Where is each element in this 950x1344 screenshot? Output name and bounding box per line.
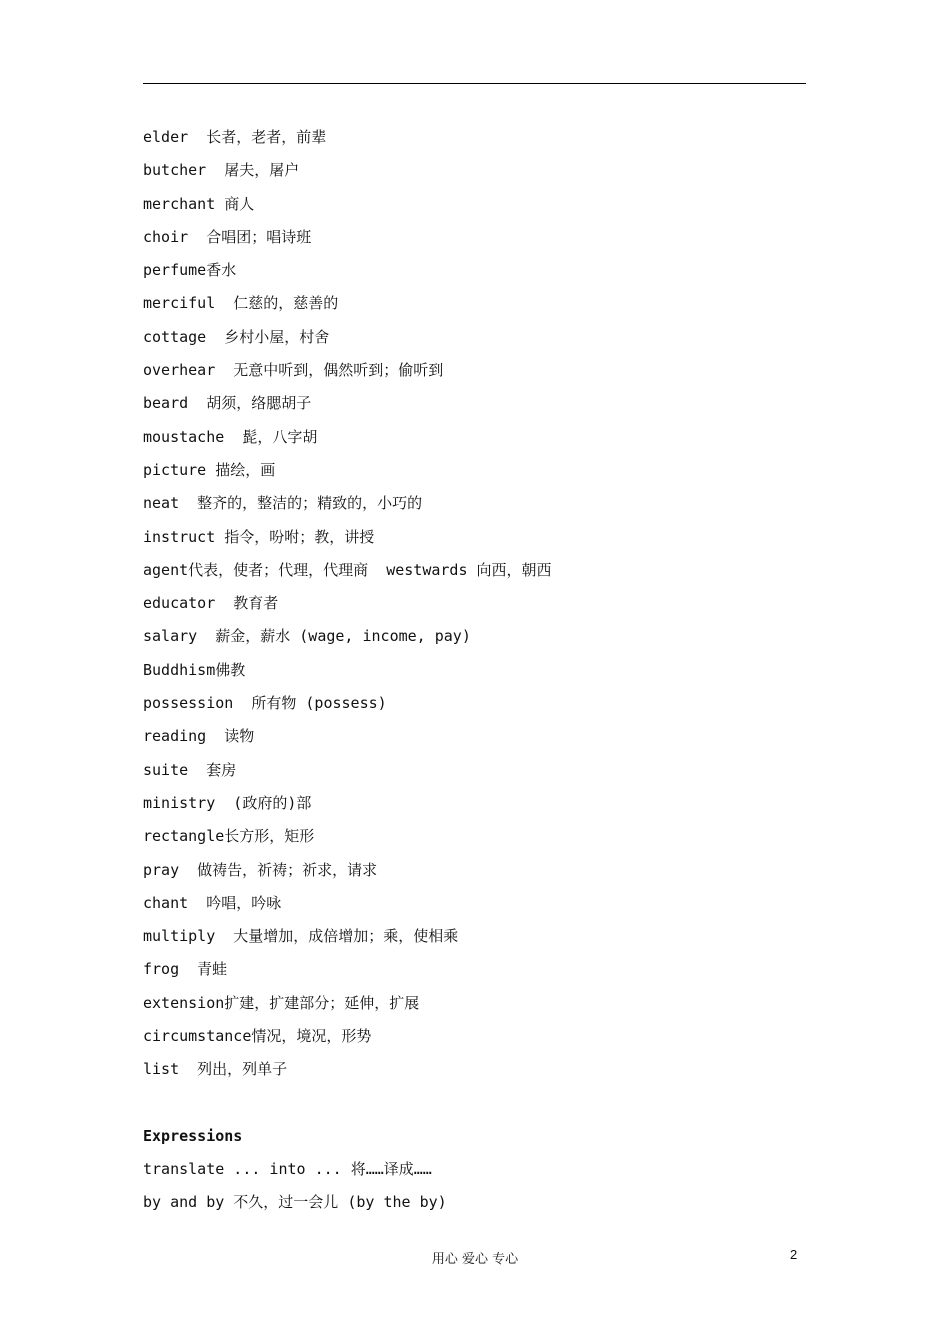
expressions-heading: Expressions	[143, 1127, 243, 1145]
vocabulary-list	[143, 124, 806, 1090]
vocab-entry: pray 做祷告，祈祷；祈求，请求	[143, 860, 378, 879]
vocab-entry: butcher 屠夫，屠户	[143, 161, 300, 180]
vocab-entry: rectangle长方形，矩形	[143, 827, 315, 846]
vocab-entry: cottage 乡村小屋，村舍	[143, 327, 330, 346]
vocab-entry: circumstance情况，境况，形势	[143, 1027, 372, 1046]
vocab-entry: agent代表，使者；代理，代理商 westwards 向西，朝西	[143, 560, 552, 579]
expression-entry: by and by 不久，过一会儿 (by the by)	[143, 1193, 447, 1212]
vocab-entry: extension扩建，扩建部分；延伸，扩展	[143, 993, 420, 1012]
vocab-entry: merciful 仁慈的，慈善的	[143, 294, 339, 313]
expressions-list	[143, 1157, 806, 1224]
vocab-entry: salary 薪金，薪水 (wage, income, pay)	[143, 627, 471, 646]
vocab-entry: educator 教育者	[143, 594, 279, 613]
vocab-entry: frog 青蛙	[143, 960, 228, 979]
footer-slogan: 用心 爱心 专心	[431, 1252, 519, 1267]
vocab-entry: Buddhism佛教	[143, 660, 246, 679]
vocab-entry: possession 所有物 (possess)	[143, 694, 387, 713]
vocab-entry: ministry (政府的)部	[143, 793, 312, 812]
vocab-entry: instruct 指令，吩咐；教，讲授	[143, 527, 375, 546]
expression-entry: translate ... into ... 将……译成……	[143, 1160, 432, 1178]
vocab-entry: moustache 髭，八字胡	[143, 427, 318, 446]
vocab-entry: picture 描绘，画	[143, 460, 276, 479]
vocab-entry: choir 合唱团；唱诗班	[143, 227, 312, 246]
vocab-entry: merchant 商人	[143, 194, 255, 213]
page-number: 2	[790, 1247, 798, 1262]
vocab-entry: elder 长者，老者，前辈	[143, 128, 327, 146]
vocab-entry: list 列出，列单子	[143, 1060, 288, 1079]
vocab-entry: suite 套房	[143, 760, 237, 779]
vocab-entry: multiply 大量增加，成倍增加；乘，使相乘	[143, 927, 459, 946]
header-rule	[143, 83, 806, 84]
vocab-entry: overhear 无意中听到，偶然听到；偷听到	[143, 361, 444, 380]
vocab-entry: beard 胡须，络腮胡子	[143, 394, 312, 413]
vocab-entry: neat 整齐的，整洁的；精致的，小巧的	[143, 494, 423, 513]
vocab-entry: reading 读物	[143, 727, 255, 746]
vocab-entry: chant 吟唱，吟咏	[143, 893, 282, 912]
vocab-entry: perfume香水	[143, 261, 237, 280]
